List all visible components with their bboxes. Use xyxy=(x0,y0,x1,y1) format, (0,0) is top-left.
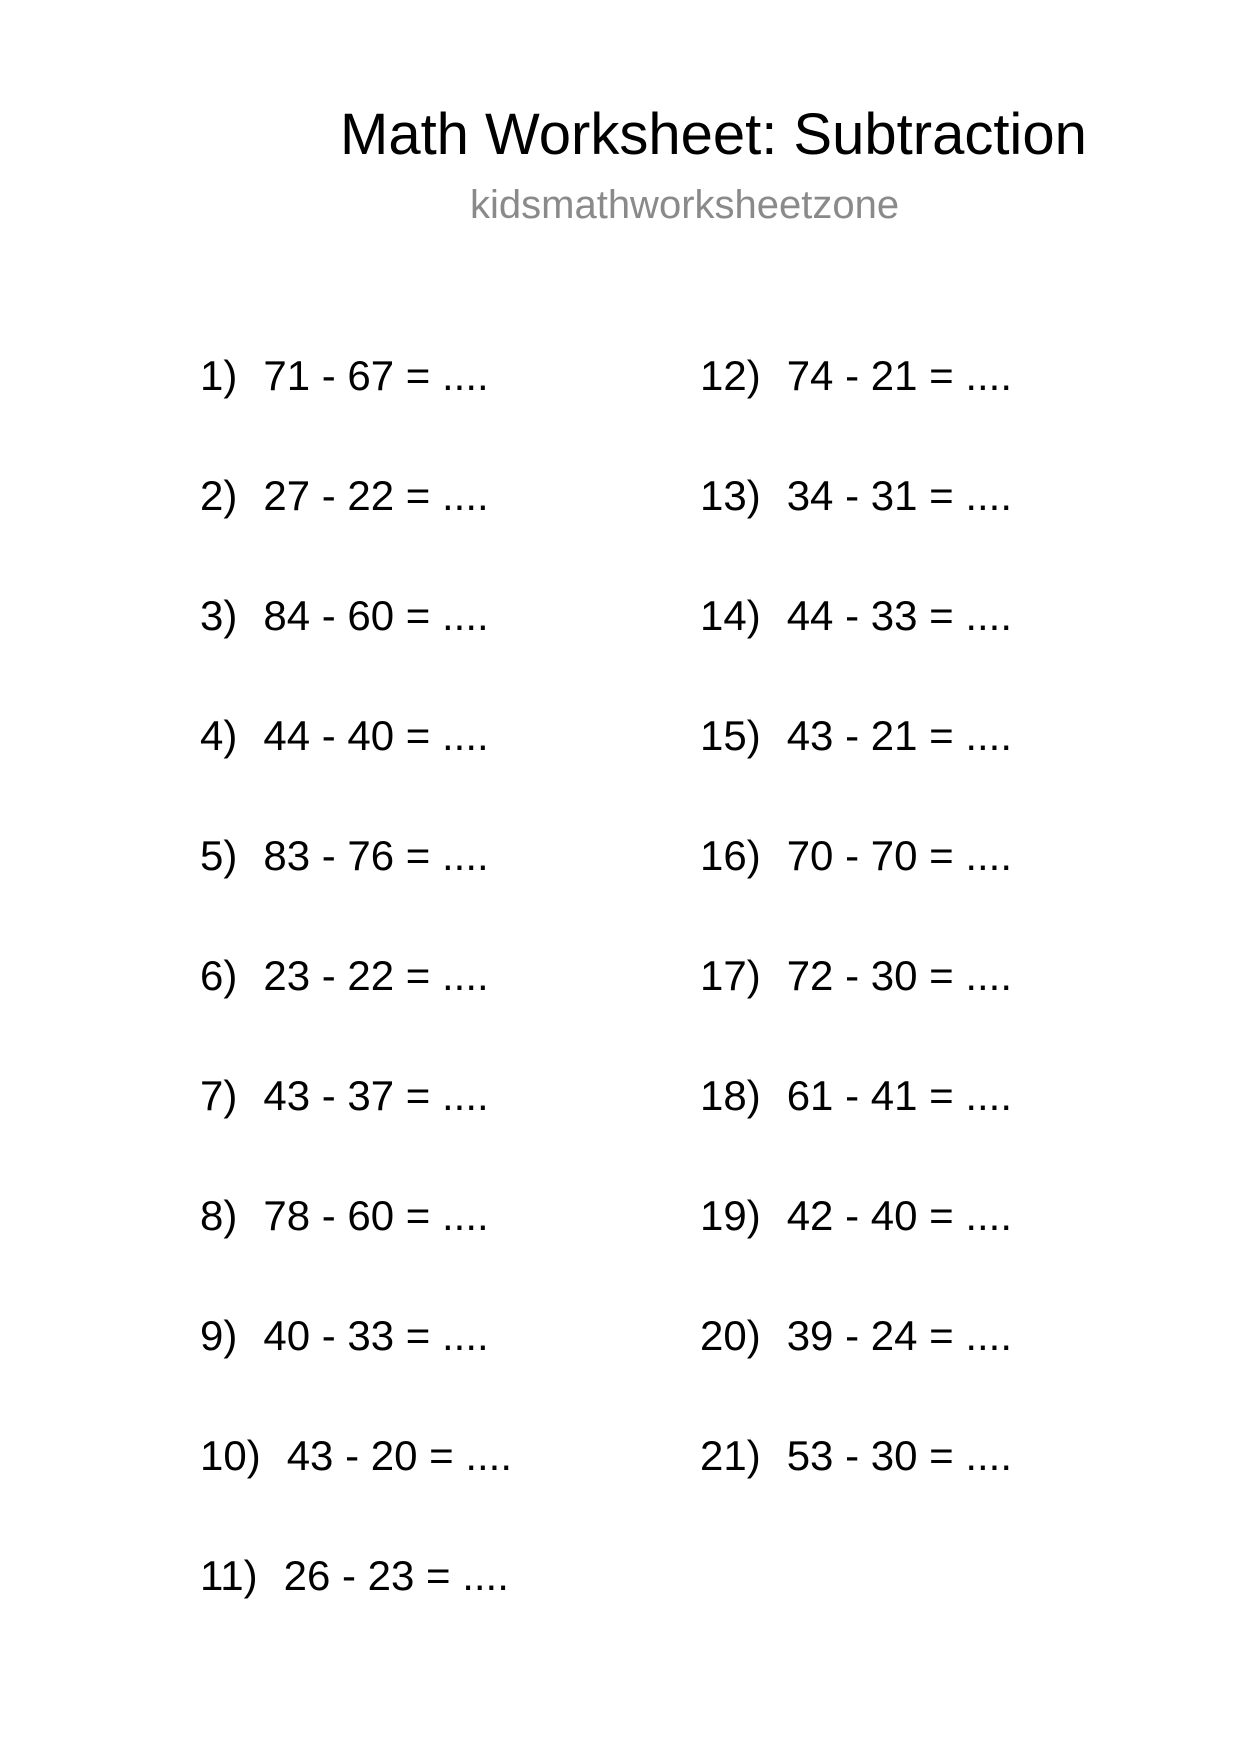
problem-9 xyxy=(200,1308,512,1428)
problems-column-left xyxy=(200,348,512,1668)
problem-expression: 27 - 22 = .... xyxy=(263,472,489,519)
problem-7 xyxy=(200,1068,512,1188)
problem-expression: 44 - 40 = .... xyxy=(263,712,489,759)
problem-3 xyxy=(200,588,512,708)
problem-expression: 39 - 24 = .... xyxy=(786,1312,1013,1359)
problem-number: 17) xyxy=(700,952,761,999)
problem-20 xyxy=(700,1308,1012,1428)
problem-expression: 23 - 22 = .... xyxy=(263,952,489,999)
problem-number: 4) xyxy=(200,712,238,759)
problem-number: 18) xyxy=(700,1072,761,1119)
problem-expression: 40 - 33 = .... xyxy=(263,1312,489,1359)
problem-15 xyxy=(700,708,1012,828)
problem-expression: 70 - 70 = .... xyxy=(786,832,1013,879)
problem-expression: 84 - 60 = .... xyxy=(263,592,489,639)
problem-10 xyxy=(200,1428,512,1548)
worksheet-source: kidsmathworksheetzone xyxy=(470,183,900,227)
problem-number: 14) xyxy=(700,592,761,639)
problem-expression: 71 - 67 = .... xyxy=(263,352,489,399)
problem-number: 12) xyxy=(700,352,761,399)
problem-expression: 83 - 76 = .... xyxy=(263,832,489,879)
problem-13 xyxy=(700,468,1012,588)
problem-number: 8) xyxy=(200,1192,238,1239)
problem-6 xyxy=(200,948,512,1068)
problem-4 xyxy=(200,708,512,828)
problem-12 xyxy=(700,348,1012,468)
problem-5 xyxy=(200,828,512,948)
problem-expression: 43 - 37 = .... xyxy=(263,1072,489,1119)
problem-number: 1) xyxy=(200,352,238,399)
problem-8 xyxy=(200,1188,512,1308)
problem-19 xyxy=(700,1188,1012,1308)
problem-16 xyxy=(700,828,1012,948)
problem-expression: 26 - 23 = .... xyxy=(283,1552,509,1599)
problem-number: 16) xyxy=(700,832,761,879)
problem-expression: 42 - 40 = .... xyxy=(786,1192,1013,1239)
problem-2 xyxy=(200,468,512,588)
problem-number: 7) xyxy=(200,1072,238,1119)
problem-1 xyxy=(200,348,512,468)
problem-number: 9) xyxy=(200,1312,238,1359)
problem-21 xyxy=(700,1428,1012,1548)
problem-number: 11) xyxy=(200,1552,258,1599)
problem-number: 5) xyxy=(200,832,238,879)
problem-number: 13) xyxy=(700,472,761,519)
problem-expression: 43 - 21 = .... xyxy=(786,712,1013,759)
worksheet-title: Math Worksheet: Subtraction xyxy=(340,102,1087,167)
problem-number: 15) xyxy=(700,712,761,759)
problem-expression: 72 - 30 = .... xyxy=(786,952,1013,999)
problem-17 xyxy=(700,948,1012,1068)
problem-number: 19) xyxy=(700,1192,761,1239)
problem-expression: 74 - 21 = .... xyxy=(786,352,1013,399)
problem-expression: 53 - 30 = .... xyxy=(786,1432,1013,1479)
problem-expression: 61 - 41 = .... xyxy=(786,1072,1013,1119)
problem-number: 2) xyxy=(200,472,238,519)
problem-expression: 34 - 31 = .... xyxy=(786,472,1013,519)
problem-11 xyxy=(200,1548,512,1668)
problem-18 xyxy=(700,1068,1012,1188)
problem-number: 20) xyxy=(700,1312,761,1359)
problem-expression: 44 - 33 = .... xyxy=(786,592,1013,639)
problem-14 xyxy=(700,588,1012,708)
problem-expression: 43 - 20 = .... xyxy=(286,1432,513,1479)
problem-number: 10) xyxy=(200,1432,261,1479)
problem-expression: 78 - 60 = .... xyxy=(263,1192,489,1239)
problem-number: 21) xyxy=(700,1432,761,1479)
problem-number: 3) xyxy=(200,592,238,639)
problem-number: 6) xyxy=(200,952,238,999)
problems-column-right xyxy=(700,348,1012,1548)
